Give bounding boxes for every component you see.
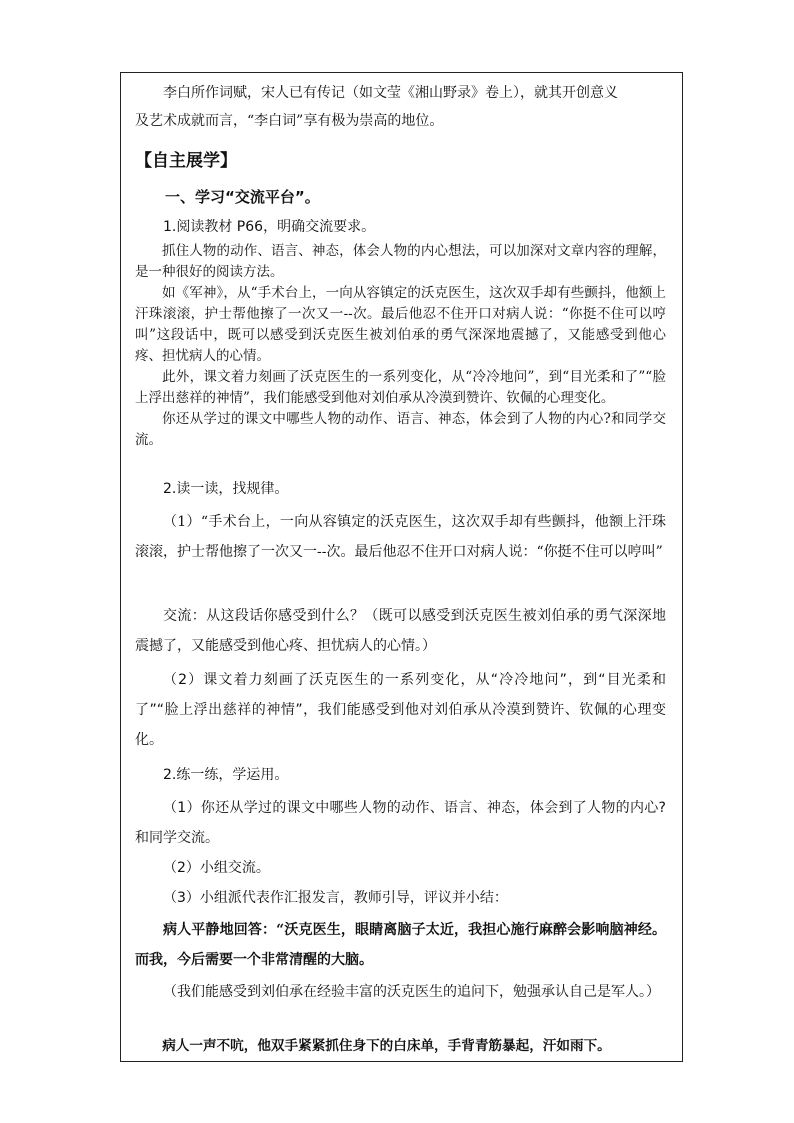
- read-para-1: 抓住人物的动作、语言、神态，体会人物的内心想法，可以加深对文章内容的理解，是一种很好的阅读方法。: [135, 243, 666, 280]
- exchange-paragraph: 交流：从这段话你感受到什么？（既可以感受到沃克医生被刘伯承的勇气深深地震撼了，又能感受到他心疼、担忧病人的心情。）: [135, 608, 666, 654]
- quote-2: 病人一声不吭，他双手紧紧抓住身下的白床单，手背青筋暴起，汗如雨下。: [162, 1038, 611, 1054]
- intro-paragraph: [135, 79, 666, 135]
- read-para-2: 如《军神》，从“手术台上，一向从容镇定的沃克医生，这次双手却有些颤抖，他额上汗珠滚滚，护士帮他擦了一次又一--次。最后他忍不住开口对病人说：“你挺不住可以哼叫”这段话中，既可以感受到沃克医生被刘伯承的勇气深深地震撼了，又能感受到他心疼、担忧病人的心情。: [135, 285, 666, 364]
- read-para-3: 此外，课文着力刻画了沃克医生的一系列变化，从“冷冷地问”，到“目光柔和了”“脸上浮出慈祥的神情”，我们能感受到他对刘伯承从冷漠到赞许、钦佩的心理变化。: [135, 369, 666, 406]
- item-3: 2.练一练，学运用。: [163, 767, 289, 783]
- intro-line-2: 及艺术成就而言，“李白词”享有极为崇高的地位。: [135, 113, 444, 129]
- read-para-4: 你还从学过的课文中哪些人物的动作、语言、神态，体会到了人物的内心?和同学交流。: [135, 411, 666, 448]
- item-2: 2.读一读，找规律。: [163, 481, 289, 497]
- question-1: （1）“手术台上，一向从容镇定的沃克医生，这次双手却有些颤抖，他额上汗珠滚滚，护士帮他擦了一次又一--次。最后他忍不住开口对病人说：“你挺不住可以哼叫”: [135, 514, 666, 560]
- practice-2: （2）小组交流。: [163, 860, 270, 876]
- document-table-cell: [120, 72, 683, 1062]
- note-1: （我们能感受到刘伯承在经验丰富的沃克医生的追问下，勉强承认自己是军人。）: [163, 984, 660, 1000]
- practice-3: （3）小组派代表作汇报发言，教师引导，评议并小结：: [163, 890, 508, 906]
- intro-line-1: 李白所作词赋，宋人已有传记（如文莹《湘山野录》卷上），就其开创意义: [163, 85, 618, 101]
- reading-passage: [135, 241, 666, 451]
- item-1: 1.阅读教材 P66，明确交流要求。: [163, 219, 376, 235]
- quote-1: 病人平静地回答：“沃克医生，眼睛离脑子太近，我担心施行麻醉会影响脑神经。而我，今后需要一个非常清醒的大脑。: [135, 922, 666, 968]
- part1-title: 一、学习“交流平台”。: [165, 188, 320, 206]
- practice-1: （1）你还从学过的课文中哪些人物的动作、语言、神态，体会到了人物的内心?和同学交流。: [135, 800, 666, 846]
- question-2: （2）课文着力刻画了沃克医生的一系列变化，从“冷冷地问”，到“目光柔和了”“脸上浮出慈祥的神情”，我们能感受到他对刘伯承从冷漠到赞许、钦佩的心理变化。: [135, 672, 666, 748]
- section-title: 【自主展学】: [135, 151, 237, 171]
